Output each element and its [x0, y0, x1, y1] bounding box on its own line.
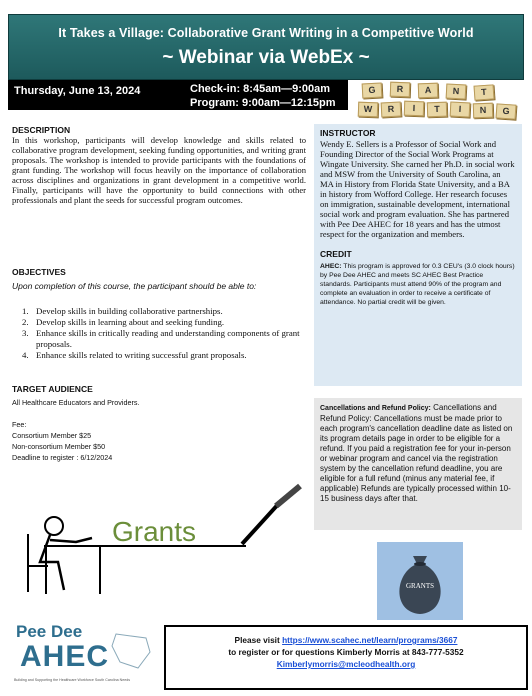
list-item	[22, 317, 310, 328]
tile: R	[381, 101, 402, 117]
pee-dee-ahec-logo	[8, 620, 158, 688]
instructor-credit-panel	[314, 124, 522, 386]
list-text: Develop skills in learning about and seeking funding.	[36, 317, 225, 327]
credit-body	[320, 262, 516, 307]
grants-money-bag-image	[377, 542, 463, 620]
visit-prefix: Please visit	[234, 635, 280, 645]
tile: T	[427, 102, 448, 118]
instructor-heading: INSTRUCTOR	[320, 128, 376, 138]
contact-line: to register or for questions Kimberly Morris at 843-777-5352	[228, 647, 464, 657]
visit-line	[166, 634, 526, 646]
tile: R	[390, 82, 411, 98]
tile: G	[362, 82, 383, 98]
objectives-list	[22, 306, 310, 361]
description-heading: DESCRIPTION	[12, 125, 71, 135]
list-number: 1.	[22, 306, 29, 316]
fee-consortium: Consortium Member $25	[12, 431, 92, 440]
audience-heading: TARGET AUDIENCE	[12, 384, 93, 394]
tile: I	[404, 101, 425, 117]
list-number: 2.	[22, 317, 29, 327]
tile: N	[446, 83, 467, 99]
program-time: Program: 9:00am—12:15pm	[190, 97, 336, 109]
list-item	[22, 350, 310, 361]
event-subtitle: ~ Webinar via WebEx ~	[162, 47, 370, 68]
grants-word: Grants	[112, 516, 197, 547]
list-text: Enhance skills in critically reading and understanding components of grant proposals.	[36, 328, 300, 349]
fee-label: Fee:	[12, 420, 27, 429]
tile: W	[358, 102, 379, 118]
tile: A	[418, 83, 439, 99]
grant-writing-tiles-image	[350, 80, 524, 120]
tile: G	[496, 103, 517, 119]
list-item	[22, 328, 310, 350]
logo-tagline: Building and Supporting the Healthcare Workforce South Carolina Needs	[14, 678, 131, 682]
list-number: 3.	[22, 328, 29, 338]
logo-line1: Pee Dee	[16, 622, 83, 641]
money-bag-label: GRANTS	[405, 582, 434, 590]
cancellation-lead: Cancellations and Refund Policy:	[320, 405, 431, 412]
credit-text: This program is approved for 0.3 CEU's (3.0 clock hours) by Pee Dee AHEC and meets SC AHEC Best Practice standards. Participants must attend 90% of the program and complete an evaluation in order to receive a certificate of attendance. No partial credit will be given.	[320, 263, 515, 306]
logo-line2: AHEC	[20, 640, 110, 673]
checkin-time: Check-in: 8:45am—9:00am	[190, 83, 331, 95]
list-item	[22, 306, 310, 317]
credit-lead: AHEC:	[320, 263, 342, 270]
fee-nonconsortium: Non-consortium Member $50	[12, 442, 106, 451]
objectives-heading: OBJECTIVES	[12, 267, 66, 277]
list-number: 4.	[22, 350, 29, 360]
contact-email-link[interactable]: Kimberlymorris@mcleodhealth.org	[276, 659, 416, 669]
cancellation-heading: Cancellations and Refund Policy:	[320, 403, 497, 423]
event-times	[190, 82, 336, 110]
date-bar	[8, 80, 348, 110]
tile: I	[450, 101, 471, 117]
tile: T	[474, 84, 495, 100]
credit-heading: CREDIT	[320, 249, 352, 259]
registration-contact-box	[164, 625, 528, 690]
fee-deadline: Deadline to register : 6/12/2024	[12, 453, 113, 462]
cancellation-body: Cancellations must be made prior to each program's cancellation deadline date as listed on its program details page in order to be eligible for a refund. If you paid a registration fee for your in-person or webinar program and cancel via the registration system by the cancellation refund deadline, you are eligible for a full refund (minus any material fee, if applicable) Refunds are typically processed within 10-15 business days after that.	[320, 414, 513, 503]
cancellation-policy-panel	[314, 398, 522, 530]
grants-writing-illustration	[14, 482, 310, 602]
description-body: In this workshop, participants will develop knowledge and skills related to collaborative program development, seeking funding opportunities, and writing grant proposals. The workshop is intended to provide participants with the foundations of grant funding. The workshop will focus heavily on the importance of collaboration across disciplines and organizations in grant development in a competitive world. Finally, participants will have the opportunity to build connections with other professionals and plant the seeds for successful program outcomes.	[12, 135, 306, 205]
registration-link[interactable]: https://www.scahec.net/learn/programs/3667	[282, 635, 458, 645]
objectives-intro: Upon completion of this course, the participant should be able to:	[12, 281, 257, 291]
list-text: Enhance skills related to writing successful grant proposals.	[36, 350, 247, 360]
event-title: It Takes a Village: Collaborative Grant Writing in a Competitive World	[58, 26, 474, 40]
south-carolina-map-icon	[108, 628, 154, 674]
list-text: Develop skills in building collaborative partnerships.	[36, 306, 223, 316]
money-bag-icon	[377, 542, 463, 620]
audience-text: All Healthcare Educators and Providers.	[12, 398, 140, 407]
tile: N	[473, 103, 494, 119]
event-date: Thursday, June 13, 2024	[14, 85, 141, 97]
instructor-bio: Wendy E. Sellers is a Professor of Social Work and Founding Director of the Social Work Programs at Wingate University. She carned her Ph.D. in social work and MSW from the University of South Carolina, an MA in History from Florida State University, and a BA in history from Wofford College. Her research focuses on immigration, sustainable development, international social work and program evaluation. She has partnered with Pee Dee AHEC for 18 years and has the utmost respect for the organization and members.	[320, 139, 515, 239]
header-banner	[8, 14, 524, 80]
